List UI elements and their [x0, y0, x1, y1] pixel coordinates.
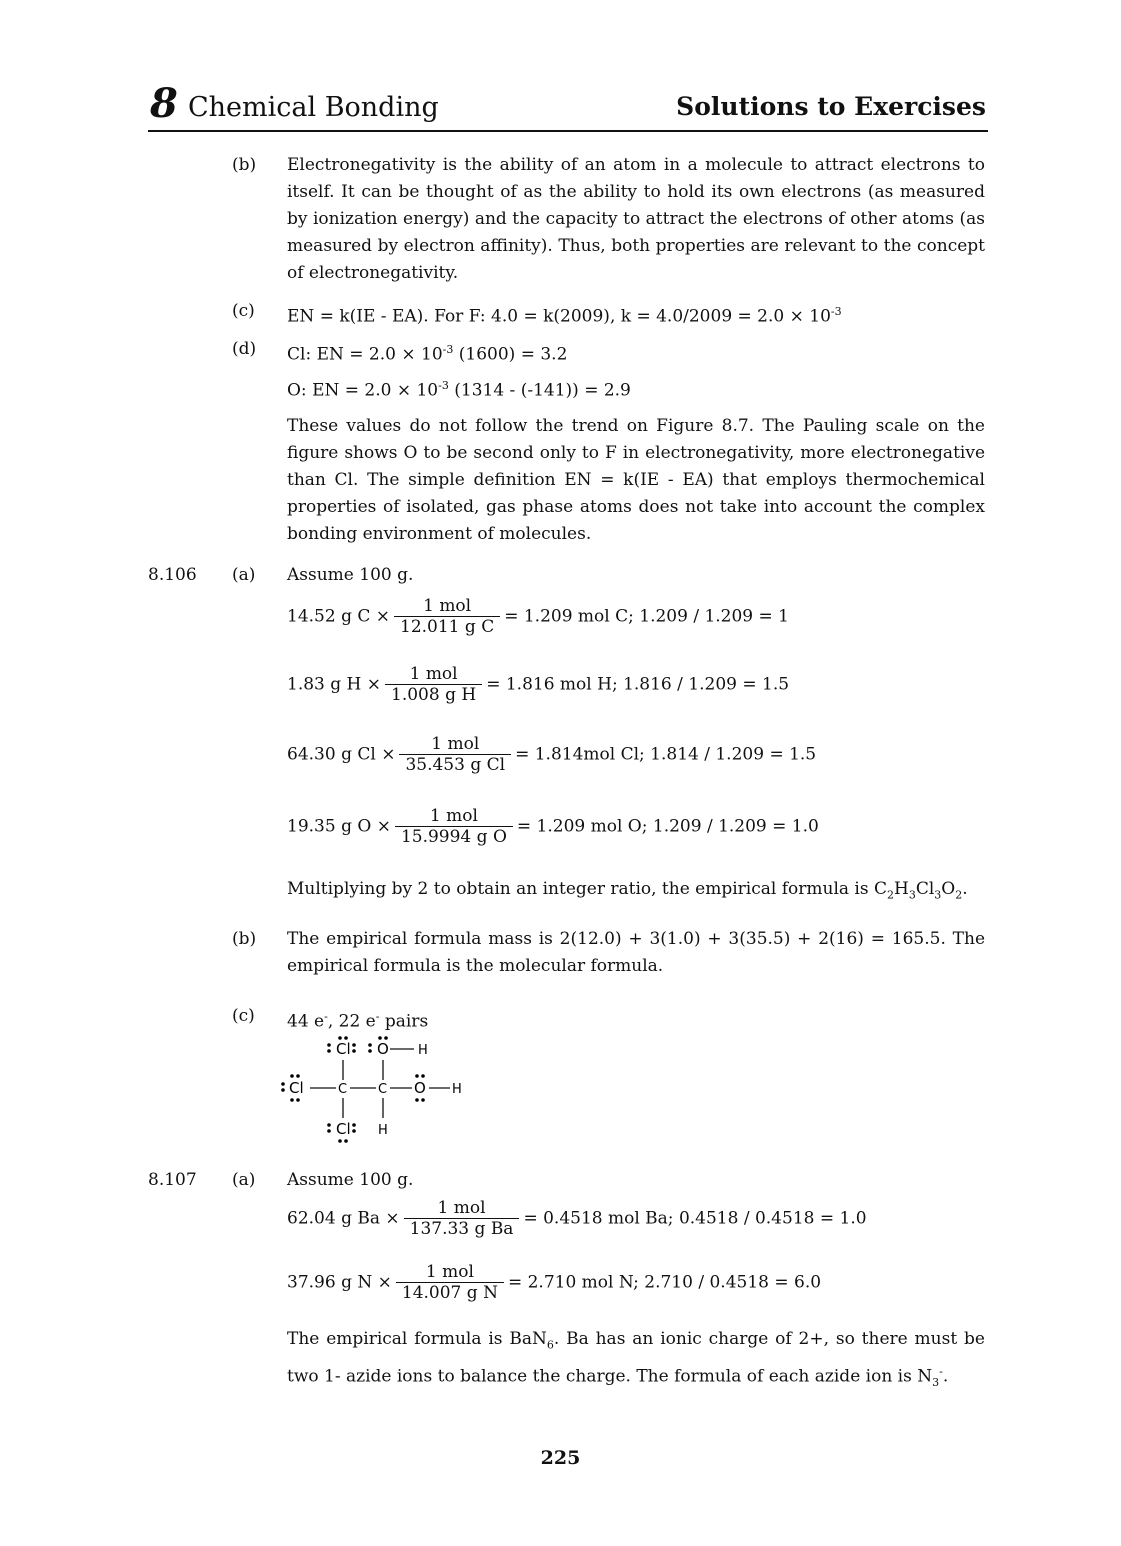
- section-title: Solutions to Exercises: [676, 92, 986, 121]
- chapter-title: Chemical Bonding: [188, 92, 439, 123]
- part-b2-label: (b): [232, 929, 257, 949]
- lewis-structure: [280, 1036, 480, 1154]
- electron-count: 44 e-, 22 e- pairs: [287, 1010, 429, 1032]
- azide-conclusion: The empirical formula is BaN$_6$. Ba has an ionic charge of 2+, so there must be two 1- azide ions to balance the charge. The formula of each azide ion is $N_3^-$.: [287, 1329, 985, 1390]
- equation-nitrogen: 37.96 g N × $\frac{\text{1 mol}}{\text{14.007 g N}}$ = 2.710 mol N; 2.710 / 0.4518 = 6.0: [287, 1262, 822, 1303]
- equation-hydrogen: 1.83 g H × $\frac{\text{1 mol}}{\text{1.008 g H}}$ = 1.816 mol H; 1.816 / 1.209 = 1.5: [287, 664, 790, 705]
- part-a-label: (a): [232, 565, 256, 585]
- page-number: 225: [540, 1447, 581, 1469]
- part-d-line2: O: EN = $2.0 \times 10^{-3}$ (1314 - (-141)) = 2.9: [287, 379, 631, 401]
- equation-barium: 62.04 g Ba × $\frac{\text{1 mol}}{\text{137.33 g Ba}}$ = 0.4518 mol Ba; 0.4518 / 0.4518 = 1.0: [287, 1198, 867, 1239]
- atom-h-bottom: H: [378, 1123, 388, 1138]
- part-c-label: (c): [232, 301, 255, 321]
- equation-oxygen: 19.35 g O × $\frac{\text{1 mol}}{\text{15.9994 g O}}$ = 1.209 mol O; 1.209 / 1.209 = 1.0: [287, 806, 819, 847]
- atom-c2: C: [378, 1082, 388, 1097]
- part-c-text: EN = k(IE - EA). For F: 4.0 = k(2009), $k = 4.0/2009 = 2.0 \times 10^{-3}$: [287, 305, 842, 327]
- atom-c1: C: [338, 1082, 348, 1097]
- atom-o-mid: O: [414, 1079, 426, 1097]
- atom-o-top: O: [377, 1040, 389, 1058]
- part-a2-label: (a): [232, 1170, 256, 1190]
- equation-chlorine: 64.30 g Cl × $\frac{\text{1 mol}}{\text{35.453 g Cl}}$ = 1.814mol Cl; 1.814 / 1.209 = 1.5: [287, 734, 817, 775]
- part-b2-text: The empirical formula mass is 2(12.0) + 3(1.0) + 3(35.5) + 2(16) = 165.5. The empirical formula is the molecular formula.: [287, 929, 985, 976]
- chapter-number: 8: [150, 80, 178, 127]
- page-header: [148, 78, 988, 132]
- equation-carbon: 14.52 g C × $\frac{\text{1 mol}}{\text{12.011 g C}}$ = 1.209 mol C; 1.209 / 1.209 = 1: [287, 596, 789, 637]
- atom-cl-top: Cl: [336, 1040, 351, 1058]
- part-d-paragraph: These values do not follow the trend on Figure 8.7. The Pauling scale on the figure shows O to be second only to F in electronegativity, more electronegative than Cl. The simple definition EN = k(IE - EA) that employs thermochemical properties of isolated, gas phase atoms does not take into account the complex bonding environment of molecules.: [287, 416, 985, 544]
- exercise-number: 8.106: [148, 565, 197, 585]
- exercise-number-107: 8.107: [148, 1170, 197, 1190]
- atom-cl-left: Cl: [289, 1079, 304, 1097]
- atom-h-mid: H: [452, 1082, 462, 1097]
- empirical-formula-text: Multiplying by 2 to obtain an integer ratio, the empirical formula is $C_2H_3Cl_3O_2$.: [287, 879, 968, 902]
- part-b-label: (b): [232, 155, 257, 175]
- part-d-label: (d): [232, 339, 257, 359]
- atom-h-top: H: [418, 1043, 428, 1058]
- part-c2-label: (c): [232, 1006, 255, 1026]
- part-b-text: Electronegativity is the ability of an atom in a molecule to attract electrons to itself. It can be thought of as the ability to hold its own electrons (as measured by ionization energy) and the capacity to attract the electrons of other atoms (as measured by electron affinity). Thus, both properties are relevant to the concept of electronegativity.: [287, 155, 985, 283]
- part-d-line1: Cl: EN = $2.0 \times 10^{-3}$ (1600) = 3.2: [287, 343, 568, 365]
- atom-cl-bottom: Cl: [336, 1120, 351, 1138]
- assume-text: Assume 100 g.: [287, 565, 414, 585]
- assume-text-107: Assume 100 g.: [287, 1170, 414, 1190]
